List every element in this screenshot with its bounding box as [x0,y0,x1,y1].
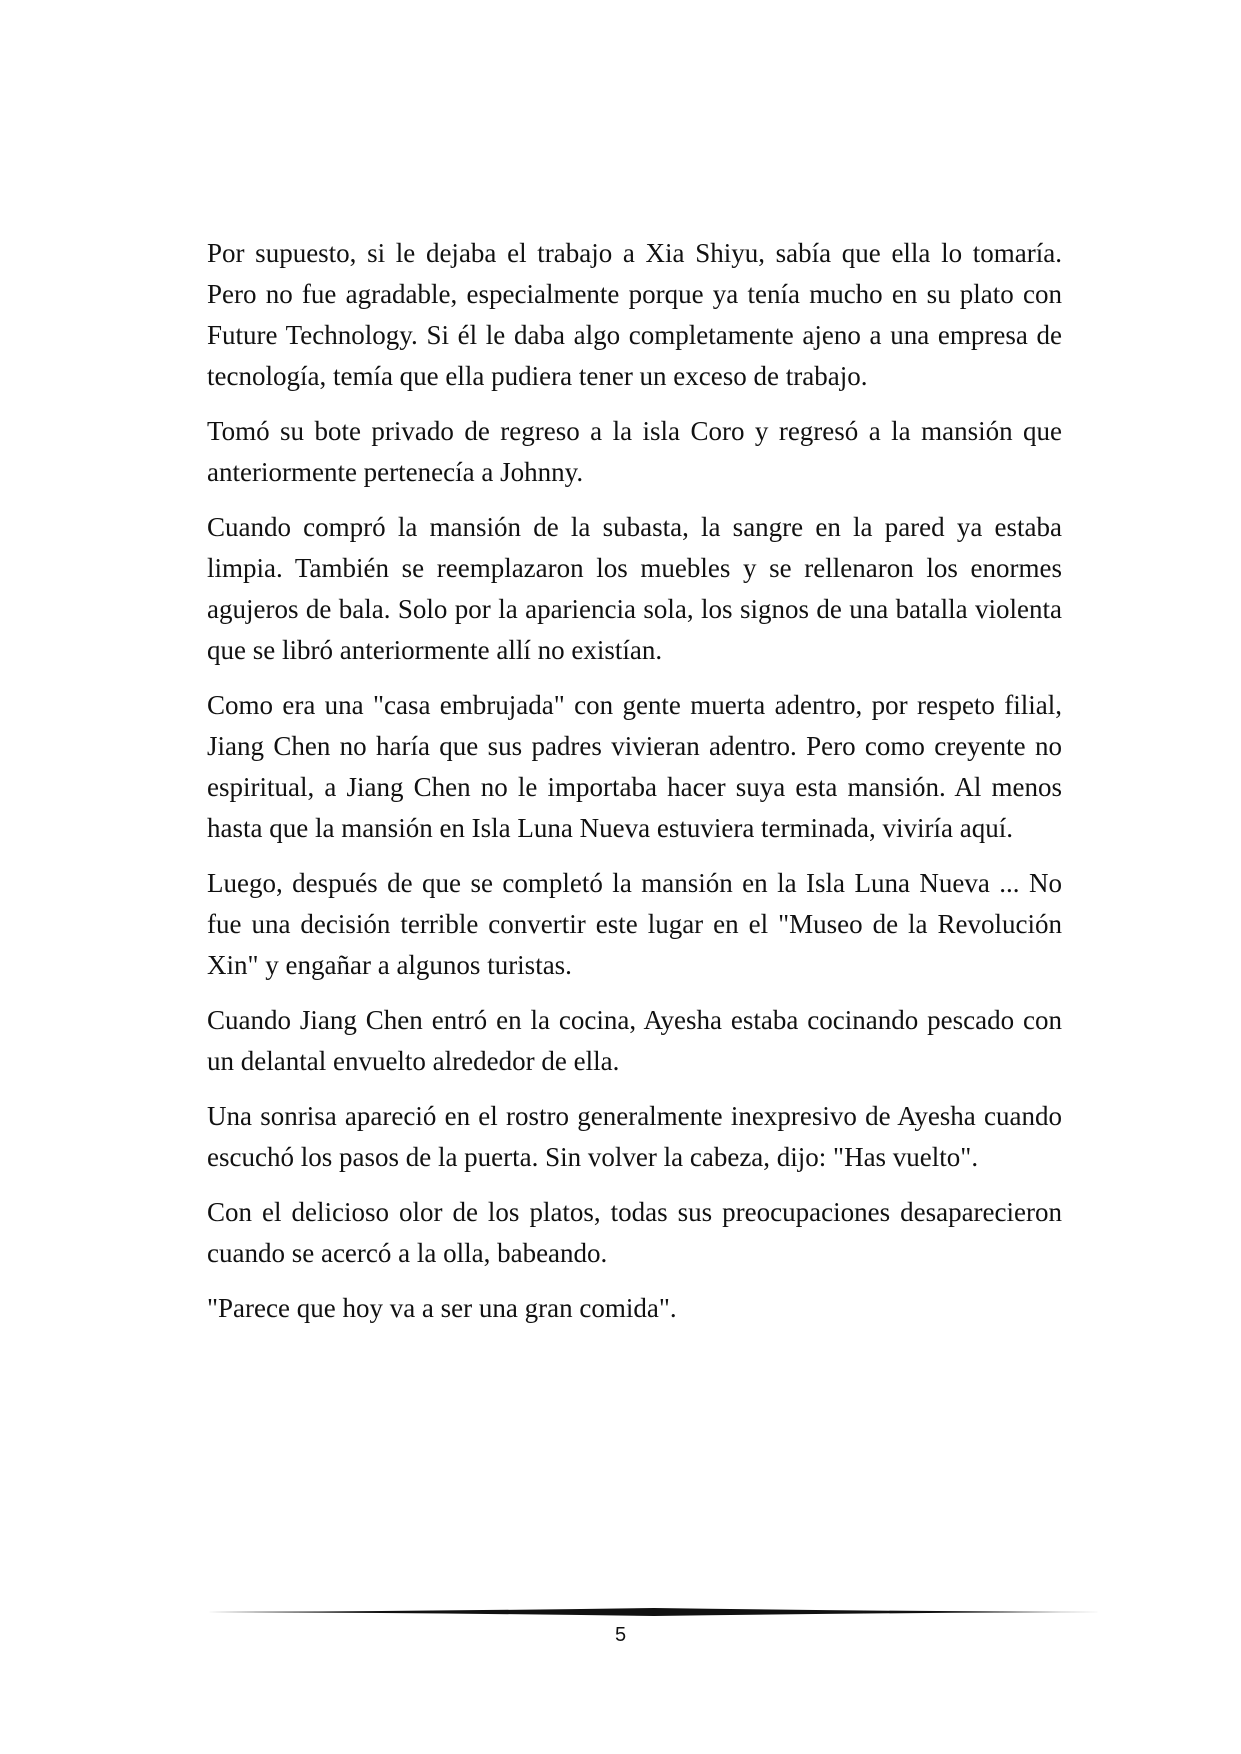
paragraph: Por supuesto, si le dejaba el trabajo a Xia Shiyu, sabía que ella lo tomaría. Pero no fue agradable, especialmente porque ya tenía mucho en su plato con Future Technology. Si él le daba algo completamente ajeno a una empresa de tecnología, temía que ella pudiera tener un exceso de trabajo. [207,238,1062,391]
paragraph: Cuando compró la mansión de la subasta, la sangre en la pared ya estaba limpia. También se reemplazaron los muebles y se rellenaron los enormes agujeros de bala. Solo por la apariencia sola, los signos de una batalla violenta que se libró anteriormente allí no existían. [207,512,1062,665]
paragraph: Cuando Jiang Chen entró en la cocina, Ayesha estaba cocinando pescado con un delantal envuelto alrededor de ella. [207,1005,1062,1076]
footer-divider [207,1606,1102,1618]
paragraph: Una sonrisa apareció en el rostro generalmente inexpresivo de Ayesha cuando escuchó los pasos de la puerta. Sin volver la cabeza, dijo: "Has vuelto". [207,1101,1062,1172]
paragraph: Tomó su bote privado de regreso a la isla Coro y regresó a la mansión que anteriormente pertenecía a Johnny. [207,416,1062,487]
page-number: 5 [614,1624,627,1646]
paragraph: Luego, después de que se completó la mansión en la Isla Luna Nueva ... No fue una decisión terrible convertir este lugar en el "Museo de la Revolución Xin" y engañar a algunos turistas. [207,868,1062,980]
body-text [207,233,1062,1343]
paragraph: "Parece que hoy va a ser una gran comida". [207,1293,677,1323]
paragraph: Con el delicioso olor de los platos, todas sus preocupaciones desaparecieron cuando se acercó a la olla, babeando. [207,1197,1062,1268]
paragraph: Como era una "casa embrujada" con gente muerta adentro, por respeto filial, Jiang Chen no haría que sus padres vivieran adentro. Pero como creyente no espiritual, a Jiang Chen no le importaba hacer suya esta mansión. Al menos hasta que la mansión en Isla Luna Nueva estuviera terminada, viviría aquí. [207,690,1062,843]
